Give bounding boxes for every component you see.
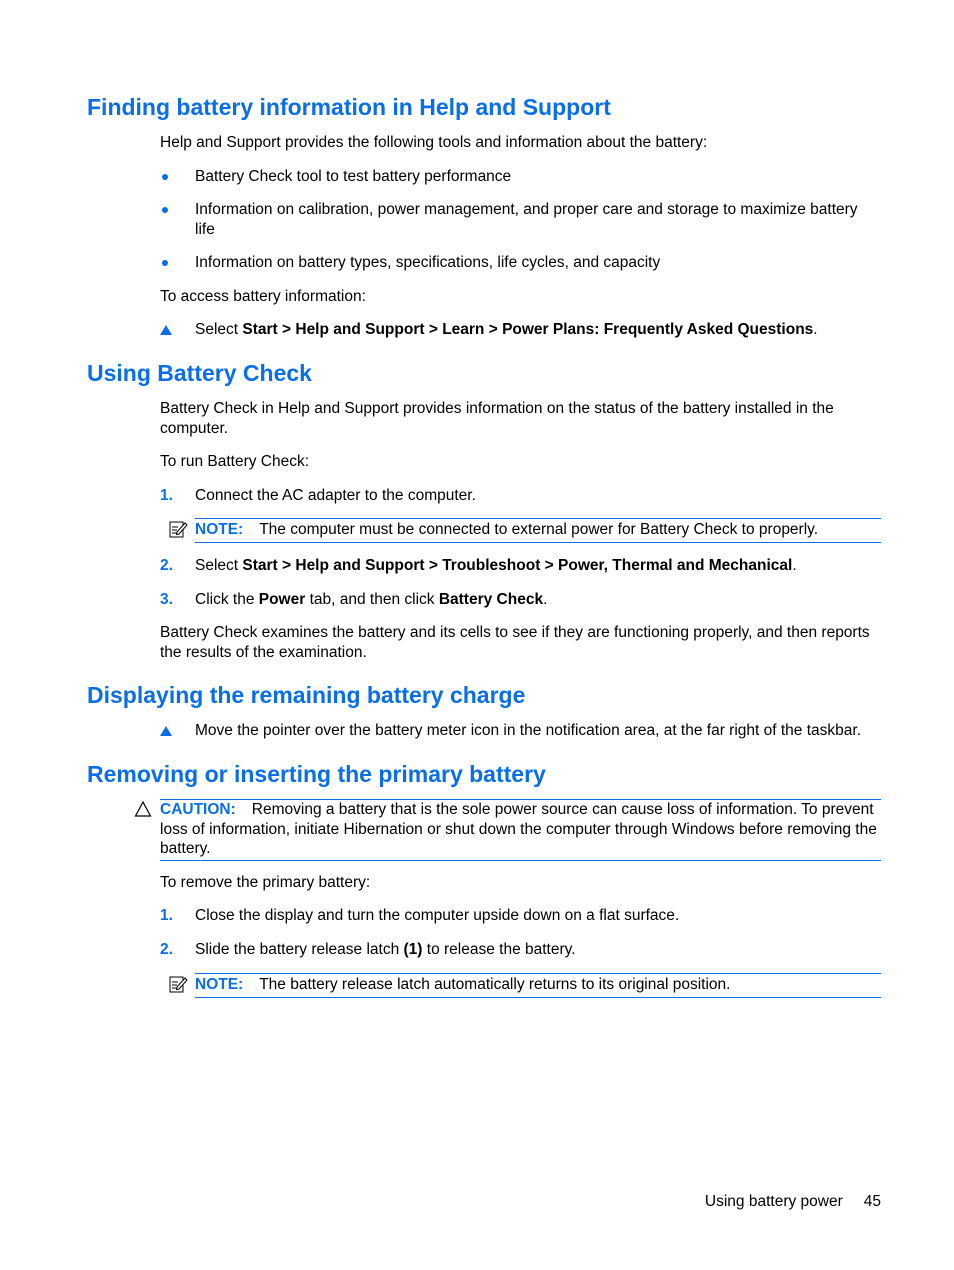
s2-step3 bbox=[195, 590, 881, 610]
note-pencil-icon bbox=[168, 974, 188, 994]
s4-intro: To remove the primary battery: bbox=[160, 874, 371, 891]
step-number: 1. bbox=[160, 487, 173, 504]
s1-step bbox=[195, 320, 881, 340]
note-pencil-icon bbox=[168, 519, 188, 539]
caution-box bbox=[160, 799, 881, 861]
s2-step3-battery-check: Battery Check bbox=[438, 591, 544, 608]
s1-step-post: . bbox=[813, 321, 818, 338]
s4-step2-callout: (1) bbox=[403, 941, 423, 958]
note-label: NOTE: bbox=[195, 976, 244, 993]
heading-finding-battery-info: Finding battery information in Help and Support bbox=[87, 94, 611, 120]
s2-step3-post: . bbox=[543, 591, 548, 608]
s2-run-text: To run Battery Check: bbox=[160, 453, 310, 470]
step-number: 1. bbox=[160, 907, 173, 924]
s2-outro: Battery Check examines the battery and its cells to see if they are functioning properly, and then reports the results of the examination. bbox=[160, 624, 870, 661]
page-number: 45 bbox=[863, 1193, 881, 1210]
s1-step-path: Start > Help and Support > Learn > Power Plans: Frequently Asked Questions bbox=[242, 321, 814, 338]
s1-intro: Help and Support provides the following tools and information about the battery: bbox=[160, 134, 708, 151]
caution-label: CAUTION: bbox=[160, 801, 236, 818]
caution-text: Removing a battery that is the sole power source can cause loss of information. To prevent loss of information, initiate Hibernation or shut down the computer through Windows before removing the battery. bbox=[160, 801, 877, 857]
s2-step2-post: . bbox=[792, 557, 797, 574]
s2-intro: Battery Check in Help and Support provides information on the status of the battery installed in the computer. bbox=[160, 400, 834, 437]
page-footer bbox=[705, 1193, 881, 1211]
s4-step2-post: to release the battery. bbox=[422, 941, 576, 958]
s2-step1: Connect the AC adapter to the computer. bbox=[195, 487, 476, 504]
footer-section-title: Using battery power bbox=[704, 1193, 843, 1210]
s4-step1: Close the display and turn the computer upside down on a flat surface. bbox=[195, 907, 680, 924]
s2-step2 bbox=[195, 556, 881, 576]
triangle-step-icon bbox=[160, 721, 172, 731]
triangle-step-icon bbox=[160, 320, 172, 330]
step-number: 3. bbox=[160, 591, 173, 608]
heading-using-battery-check: Using Battery Check bbox=[87, 360, 312, 386]
note-box bbox=[195, 973, 881, 998]
s4-step2-pre: Slide the battery release latch bbox=[195, 941, 404, 958]
s1-access-text: To access battery information: bbox=[160, 288, 366, 305]
s1-step-pre: Select bbox=[195, 321, 243, 338]
heading-displaying-charge: Displaying the remaining battery charge bbox=[87, 682, 526, 708]
s2-step3-pre: Click the bbox=[195, 591, 259, 608]
bullet-dot-icon bbox=[160, 253, 170, 263]
list-item: Information on battery types, specifications, life cycles, and capacity bbox=[195, 254, 661, 271]
bullet-dot-icon bbox=[160, 200, 170, 210]
bullet-dot-icon bbox=[160, 167, 170, 177]
note-label: NOTE: bbox=[195, 521, 244, 538]
s2-step3-power: Power bbox=[258, 591, 306, 608]
s2-step2-pre: Select bbox=[195, 557, 243, 574]
list-item: Battery Check tool to test battery performance bbox=[195, 168, 512, 185]
note-box bbox=[195, 518, 881, 543]
s2-step3-mid: tab, and then click bbox=[305, 591, 439, 608]
list-item: Information on calibration, power management, and proper care and storage to maximize battery life bbox=[195, 201, 858, 238]
step-number: 2. bbox=[160, 557, 173, 574]
s2-step2-path: Start > Help and Support > Troubleshoot > Power, Thermal and Mechanical bbox=[242, 557, 793, 574]
heading-removing-battery: Removing or inserting the primary battery bbox=[87, 761, 546, 787]
caution-triangle-icon bbox=[134, 800, 152, 818]
note-text: The computer must be connected to external power for Battery Check to properly. bbox=[259, 521, 819, 538]
s4-step2 bbox=[195, 940, 881, 960]
s3-step: Move the pointer over the battery meter icon in the notification area, at the far right of the taskbar. bbox=[195, 722, 862, 739]
step-number: 2. bbox=[160, 941, 173, 958]
note-text: The battery release latch automatically returns to its original position. bbox=[259, 976, 731, 993]
